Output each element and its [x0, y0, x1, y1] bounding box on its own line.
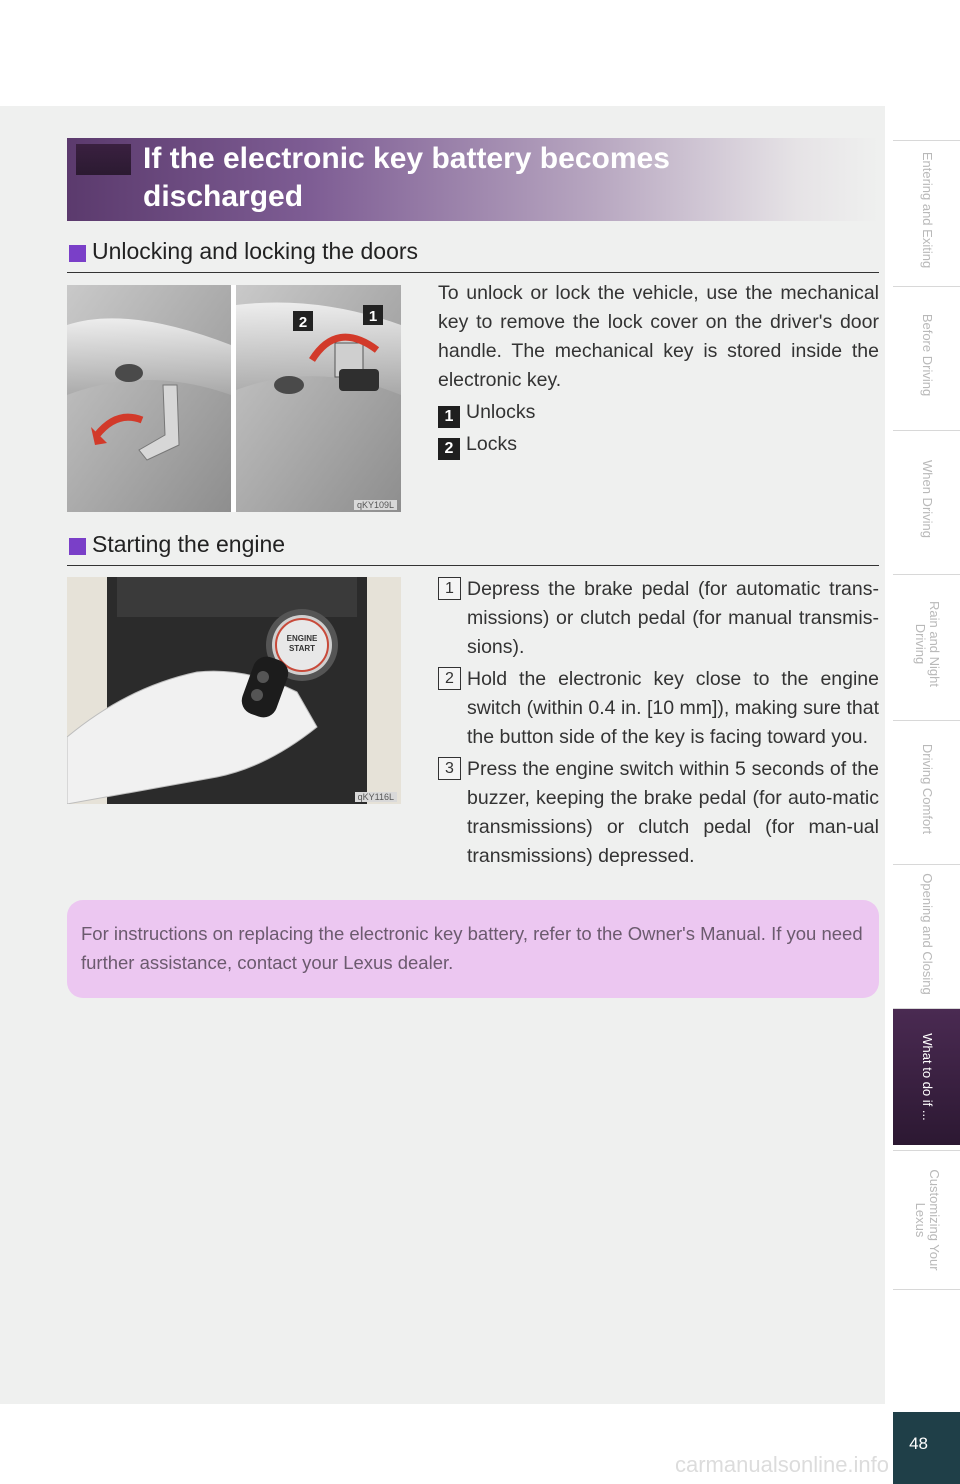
section-header-starting [67, 531, 879, 566]
engine-start-image [67, 577, 401, 804]
tab-label: Customizing Your Lexus [912, 1169, 942, 1271]
page-title-line2: discharged [143, 180, 304, 213]
door-handle-image [67, 285, 401, 512]
list-item-label: Unlocks [466, 401, 536, 423]
tab-label: Rain and Night Driving [912, 601, 942, 687]
tab-opening-and-closing[interactable] [893, 864, 960, 1003]
tab-customizing-your-lexus[interactable] [893, 1150, 960, 1290]
list-item-label: Locks [466, 433, 517, 455]
info-note-text: For instructions on replacing the electronic key battery, refer to the Owner's Manual. If you need further assistance, contact your Lexus dealer. [81, 923, 863, 973]
engine-button-label-1: ENGINE [286, 634, 318, 643]
tab-label: Entering and Exiting [919, 151, 935, 269]
watermark: carmanualsonline.info [675, 1452, 890, 1477]
step-1 [438, 575, 879, 662]
tab-before-driving[interactable] [893, 286, 960, 423]
step-text: Press the engine switch within 5 seconds of the buzzer, keeping the brake pedal (for auto-matic transmissions) or clutch pedal (for man-ual transmissions) depressed. [467, 758, 879, 867]
section-square-icon [69, 538, 86, 555]
tab-label: What to do if ... [919, 1033, 935, 1121]
tab-what-to-do-if[interactable] [893, 1008, 960, 1145]
section-title: Unlocking and locking the doors [92, 238, 419, 264]
page-title [143, 140, 843, 216]
step-number: 1 [438, 577, 461, 600]
number-badge: 1 [438, 406, 460, 428]
tab-label: Before Driving [919, 313, 935, 397]
number-badge: 2 [438, 438, 460, 460]
tab-when-driving[interactable] [893, 430, 960, 567]
tab-driving-comfort[interactable] [893, 720, 960, 857]
step-number: 2 [438, 667, 461, 690]
door-handle-illustration [67, 285, 401, 512]
page-number: 48 [909, 1434, 928, 1453]
step-2 [438, 665, 879, 752]
page-number-box [893, 1412, 960, 1484]
section-title: Starting the engine [92, 531, 286, 557]
step-text: Depress the brake pedal (for automatic trans-missions) or clutch pedal (for manual transmis-sions). [467, 578, 879, 658]
engine-start-illustration [67, 577, 401, 804]
step-number: 3 [438, 757, 461, 780]
figure-badge-1: 1 [368, 308, 378, 325]
tab-rain-and-night-driving[interactable] [893, 574, 960, 713]
image-code: qKY116L [355, 792, 397, 802]
image-code: qKY109L [354, 500, 397, 510]
step-text: Hold the electronic key close to the engine switch (within 0.4 in. [10 mm]), making sure that the button side of the key is facing toward you. [467, 668, 879, 748]
tab-label: When Driving [919, 459, 935, 539]
section-square-icon [69, 245, 86, 262]
step-3 [438, 755, 879, 871]
list-item-locks [438, 430, 879, 460]
unlock-instructions: To unlock or lock the vehicle, use the mechanical key to remove the lock cover on the driver's door handle. The mechanical key is stored inside the electronic key. [438, 282, 879, 391]
engine-button-label-2: START [288, 644, 316, 653]
info-note [67, 900, 879, 998]
tab-label: Driving Comfort [919, 743, 935, 835]
figure-badge-2: 2 [298, 314, 308, 331]
page-title-line1: If the electronic key battery becomes [143, 142, 670, 175]
section-header-unlocking [67, 238, 879, 273]
tab-entering-and-exiting[interactable] [893, 140, 960, 279]
tab-label: Opening and Closing [919, 873, 935, 995]
banner-marker [76, 144, 131, 175]
list-item-unlocks [438, 398, 879, 428]
